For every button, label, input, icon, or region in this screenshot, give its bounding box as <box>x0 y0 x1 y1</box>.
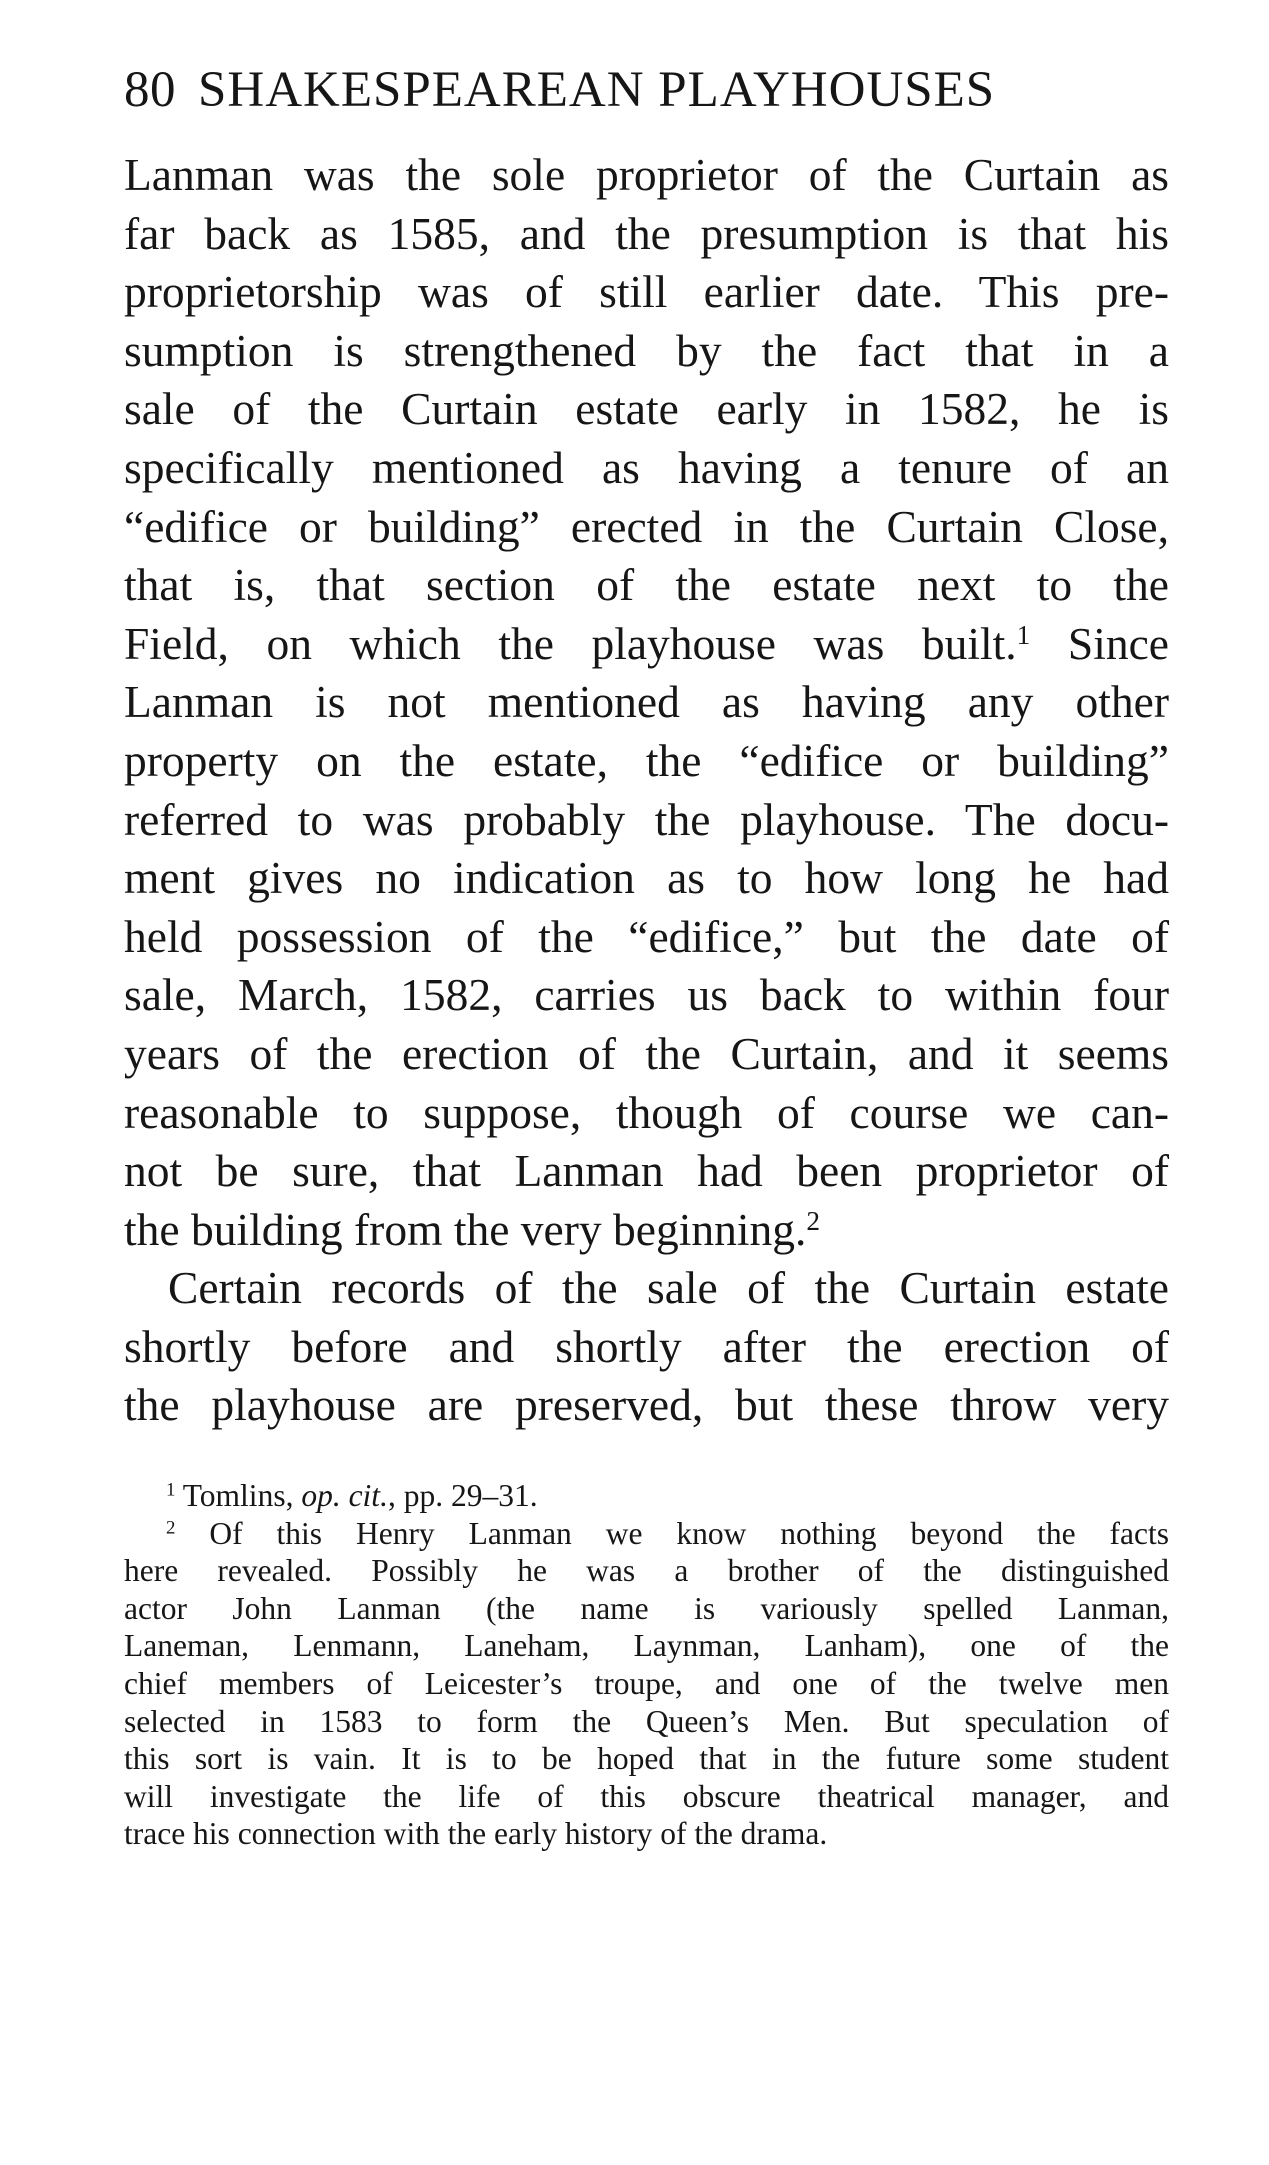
body-line: Lanman is not mentioned as having any other <box>124 676 1169 728</box>
footnote-2-line: trace his connection with the early history of the drama. <box>124 1816 828 1852</box>
footnote-2-line: actor John Lanman (the name is variously spelled Lanman, <box>124 1590 1169 1626</box>
footnote-marker-1: 1 <box>166 1479 176 1501</box>
body-line: ment gives no indication as to how long he had <box>124 852 1169 904</box>
footnote-1-pages: , pp. 29–31. <box>387 1478 538 1513</box>
body-line: far back as 1585, and the presumption is that his <box>124 207 1169 259</box>
footnote-marker-2: 2 <box>166 1517 176 1539</box>
footnote-2-line: selected in 1583 to form the Queen’s Men. But speculation of <box>124 1703 1169 1739</box>
body-line: proprietorship was of still earlier date. This pre- <box>124 266 1169 318</box>
footnote-ref-1[interactable]: 1 <box>1016 619 1031 650</box>
footnote-2-text: Of this Henry Lanman we know nothing beyond the facts <box>209 1515 1169 1551</box>
body-line: years of the erection of the Curtain, and it seems <box>124 1027 1169 1079</box>
body-line: sumption is strengthened by the fact that in a <box>124 324 1169 376</box>
running-head <box>124 58 1164 122</box>
body-line: the playhouse are preserved, but these throw very <box>124 1379 1169 1431</box>
footnote-2-line: Laneman, Lenmann, Laneham, Laynman, Lanham), one of the <box>124 1628 1169 1664</box>
page-number: 80 <box>124 62 176 118</box>
running-title: SHAKESPEAREAN PLAYHOUSES <box>198 62 996 118</box>
body-line: property on the estate, the “edifice or building” <box>124 734 1169 786</box>
footnote-1-text: Tomlins, <box>182 1478 302 1513</box>
body-line: sale of the Curtain estate early in 1582, he is <box>124 383 1169 435</box>
body-text <box>124 146 1169 1435</box>
body-line: specifically mentioned as having a tenure of an <box>124 441 1169 493</box>
footnote-2-line: will investigate the life of this obscure theatrical manager, and <box>124 1778 1169 1814</box>
body-line: shortly before and shortly after the erection of <box>124 1320 1169 1372</box>
footnote-2-line: here revealed. Possibly he was a brother of the distinguished <box>124 1553 1169 1589</box>
body-line: Lanman was the sole proprietor of the Curtain as <box>124 149 1169 200</box>
body-line: referred to was probably the playhouse. The docu- <box>124 793 1169 845</box>
body-line: sale, March, 1582, carries us back to within four <box>124 969 1169 1021</box>
body-line-tail: Since <box>1067 617 1169 669</box>
footnote-2-line: chief members of Leicester’s troupe, and one of the twelve men <box>124 1665 1169 1701</box>
body-line-text: Field, on which the playhouse was built. <box>124 617 1017 669</box>
body-line-text: the building from the very beginning. <box>124 1203 807 1255</box>
body-line: “edifice or building” erected in the Curtain Close, <box>124 500 1169 552</box>
body-line-with-footnote-ref <box>124 615 1169 674</box>
body-line: Certain records of the sale of the Curtain estate <box>168 1262 1169 1314</box>
footnote-2-line: this sort is vain. It is to be hoped that in the future some student <box>124 1741 1169 1777</box>
footnote-1 <box>124 1477 1169 1515</box>
body-line-with-footnote-ref <box>124 1201 1169 1260</box>
body-line: held possession of the “edifice,” but the date of <box>124 910 1169 962</box>
footnote-2-line <box>124 1515 1169 1553</box>
body-line: that is, that section of the estate next to the <box>124 559 1169 611</box>
body-line: reasonable to suppose, though of course we can- <box>124 1086 1169 1138</box>
footnotes <box>124 1477 1169 1853</box>
body-line: not be sure, that Lanman had been proprietor of <box>124 1145 1169 1197</box>
footnote-ref-2[interactable]: 2 <box>806 1205 821 1236</box>
footnote-1-citation: op. cit. <box>301 1478 388 1513</box>
